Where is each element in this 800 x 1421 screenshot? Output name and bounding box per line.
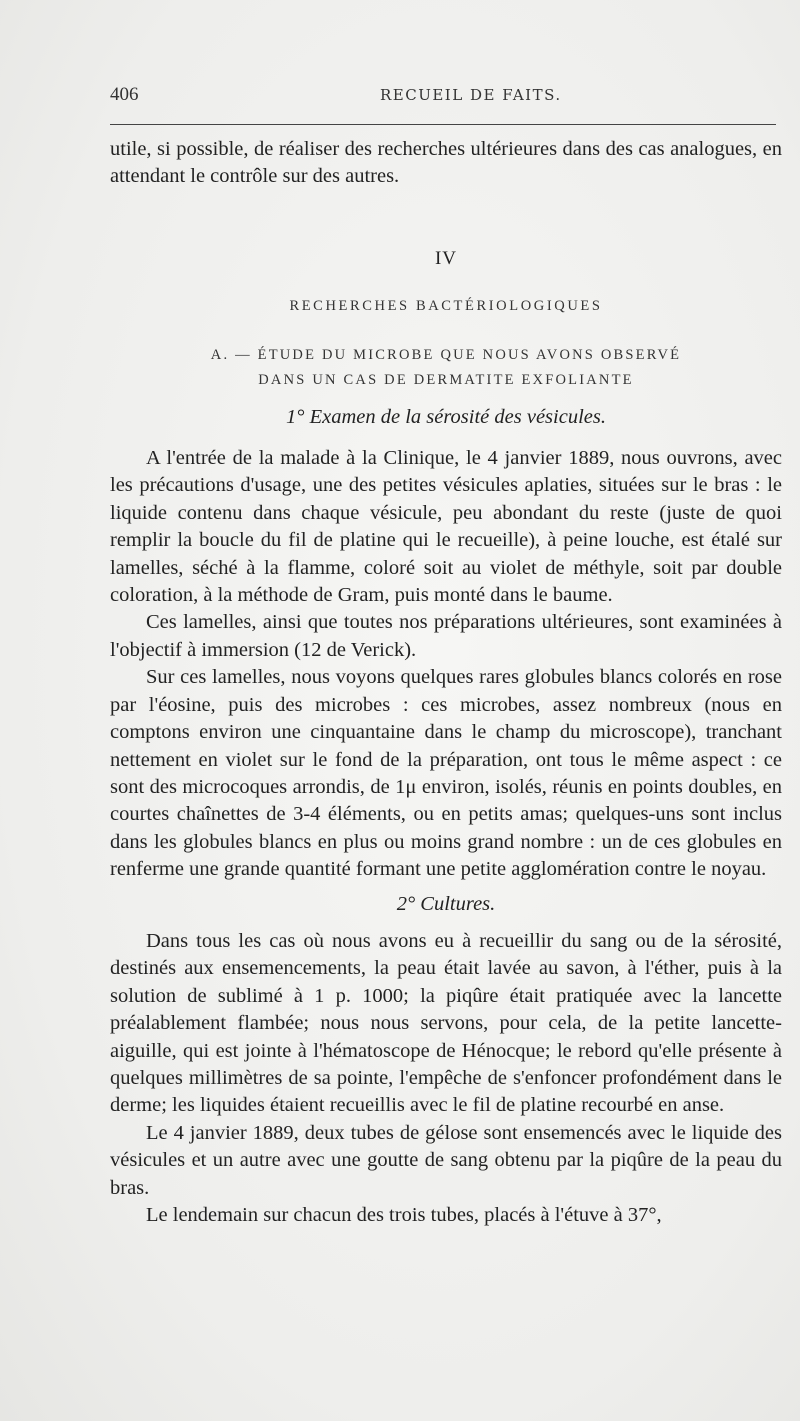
paragraph-next-day: Le lendemain sur chacun des trois tubes, placés à l'étuve à 37°, xyxy=(146,1204,662,1226)
paragraph-observation: Sur ces lamelles, nous voyons quelques rares globules blancs colorés en rose par l'éosine, puis des microbes : ces microbes, assez nombreux (nous en comptons environ une cinquantaine dans le champ du microscope), tranchant nettement en violet sur le fond de la préparation, ont tous le même aspect : ce sont des microcoques arrondis, de 1μ environ, isolés, réunis en points doubles, en courtes chaînettes de 3-4 éléments, ou en petits amas; quelques-uns sont inclus dans les globules blancs en plus ou moins grand nombre : un de ces globules en renferme une grande quantité formant une petite agglomération contre le noyau. xyxy=(110,666,782,881)
running-head xyxy=(110,84,780,108)
heading-cultures: 2° Cultures. xyxy=(396,892,496,915)
section-title: RECHERCHES BACTÉRIOLOGIQUES xyxy=(289,298,603,315)
page-body xyxy=(110,136,782,1229)
running-title: RECUEIL DE FAITS. xyxy=(380,86,562,104)
subsection-title-line-2: DANS UN CAS DE DERMATITE EXFOLIANTE xyxy=(258,371,634,388)
subsection-title-line-1: A. — ÉTUDE DU MICROBE QUE NOUS AVONS OBSERVÉ xyxy=(210,346,682,363)
section-numeral: IV xyxy=(434,247,458,269)
heading-serosity-exam: 1° Examen de la sérosité des vésicules. xyxy=(286,405,606,428)
paragraph-admission: A l'entrée de la malade à la Clinique, le 4 janvier 1889, nous ouvrons, avec les précautions d'usage, une des petites vésicules aplaties, situées sur le bras : le liquide contenu dans chaque vésicule, peu abondant du reste (juste de quoi remplir la boucle du fil de platine qui le recueille), à peine louche, est étalé sur lamelles, séché à la flamme, coloré soit au violet de méthyle, soit par double coloration, à la méthode de Gram, puis monté dans le baume. xyxy=(110,447,782,607)
paragraph-method: Dans tous les cas où nous avons eu à recueillir du sang ou de la sérosité, destinés aux ensemencements, la peau était lavée au savon, à l'éther, puis à la solution de sublimé à 1 p. 1000; la piqûre était pratiquée avec la lancette préalablement flambée; nous nous servons, pour cela, de la petite lancette-aiguille, qui est jointe à l'hématoscope de Hénocque; le rebord qu'elle présente à quelques millimètres de sa pointe, l'empêche de s'enfoncer profondément dans le derme; les liquides étaient recueillis avec le fil de platine recourbé en anse. xyxy=(110,929,782,1117)
subsection-title xyxy=(110,343,782,393)
opening-paragraph: utile, si possible, de réaliser des recherches ultérieures dans des cas analogues, en attendant le contrôle sur des autres. xyxy=(110,138,782,188)
page-number: 406 xyxy=(110,84,139,105)
header-rule xyxy=(110,124,776,125)
paragraph-slides: Ces lamelles, ainsi que toutes nos préparations ultérieures, sont examinées à l'objectif à immersion (12 de Verick). xyxy=(110,611,782,661)
paragraph-inoculation: Le 4 janvier 1889, deux tubes de gélose sont ensemencés avec le liquide des vésicules et un autre avec une goutte de sang obtenu par la piqûre de la peau du bras. xyxy=(110,1121,782,1199)
